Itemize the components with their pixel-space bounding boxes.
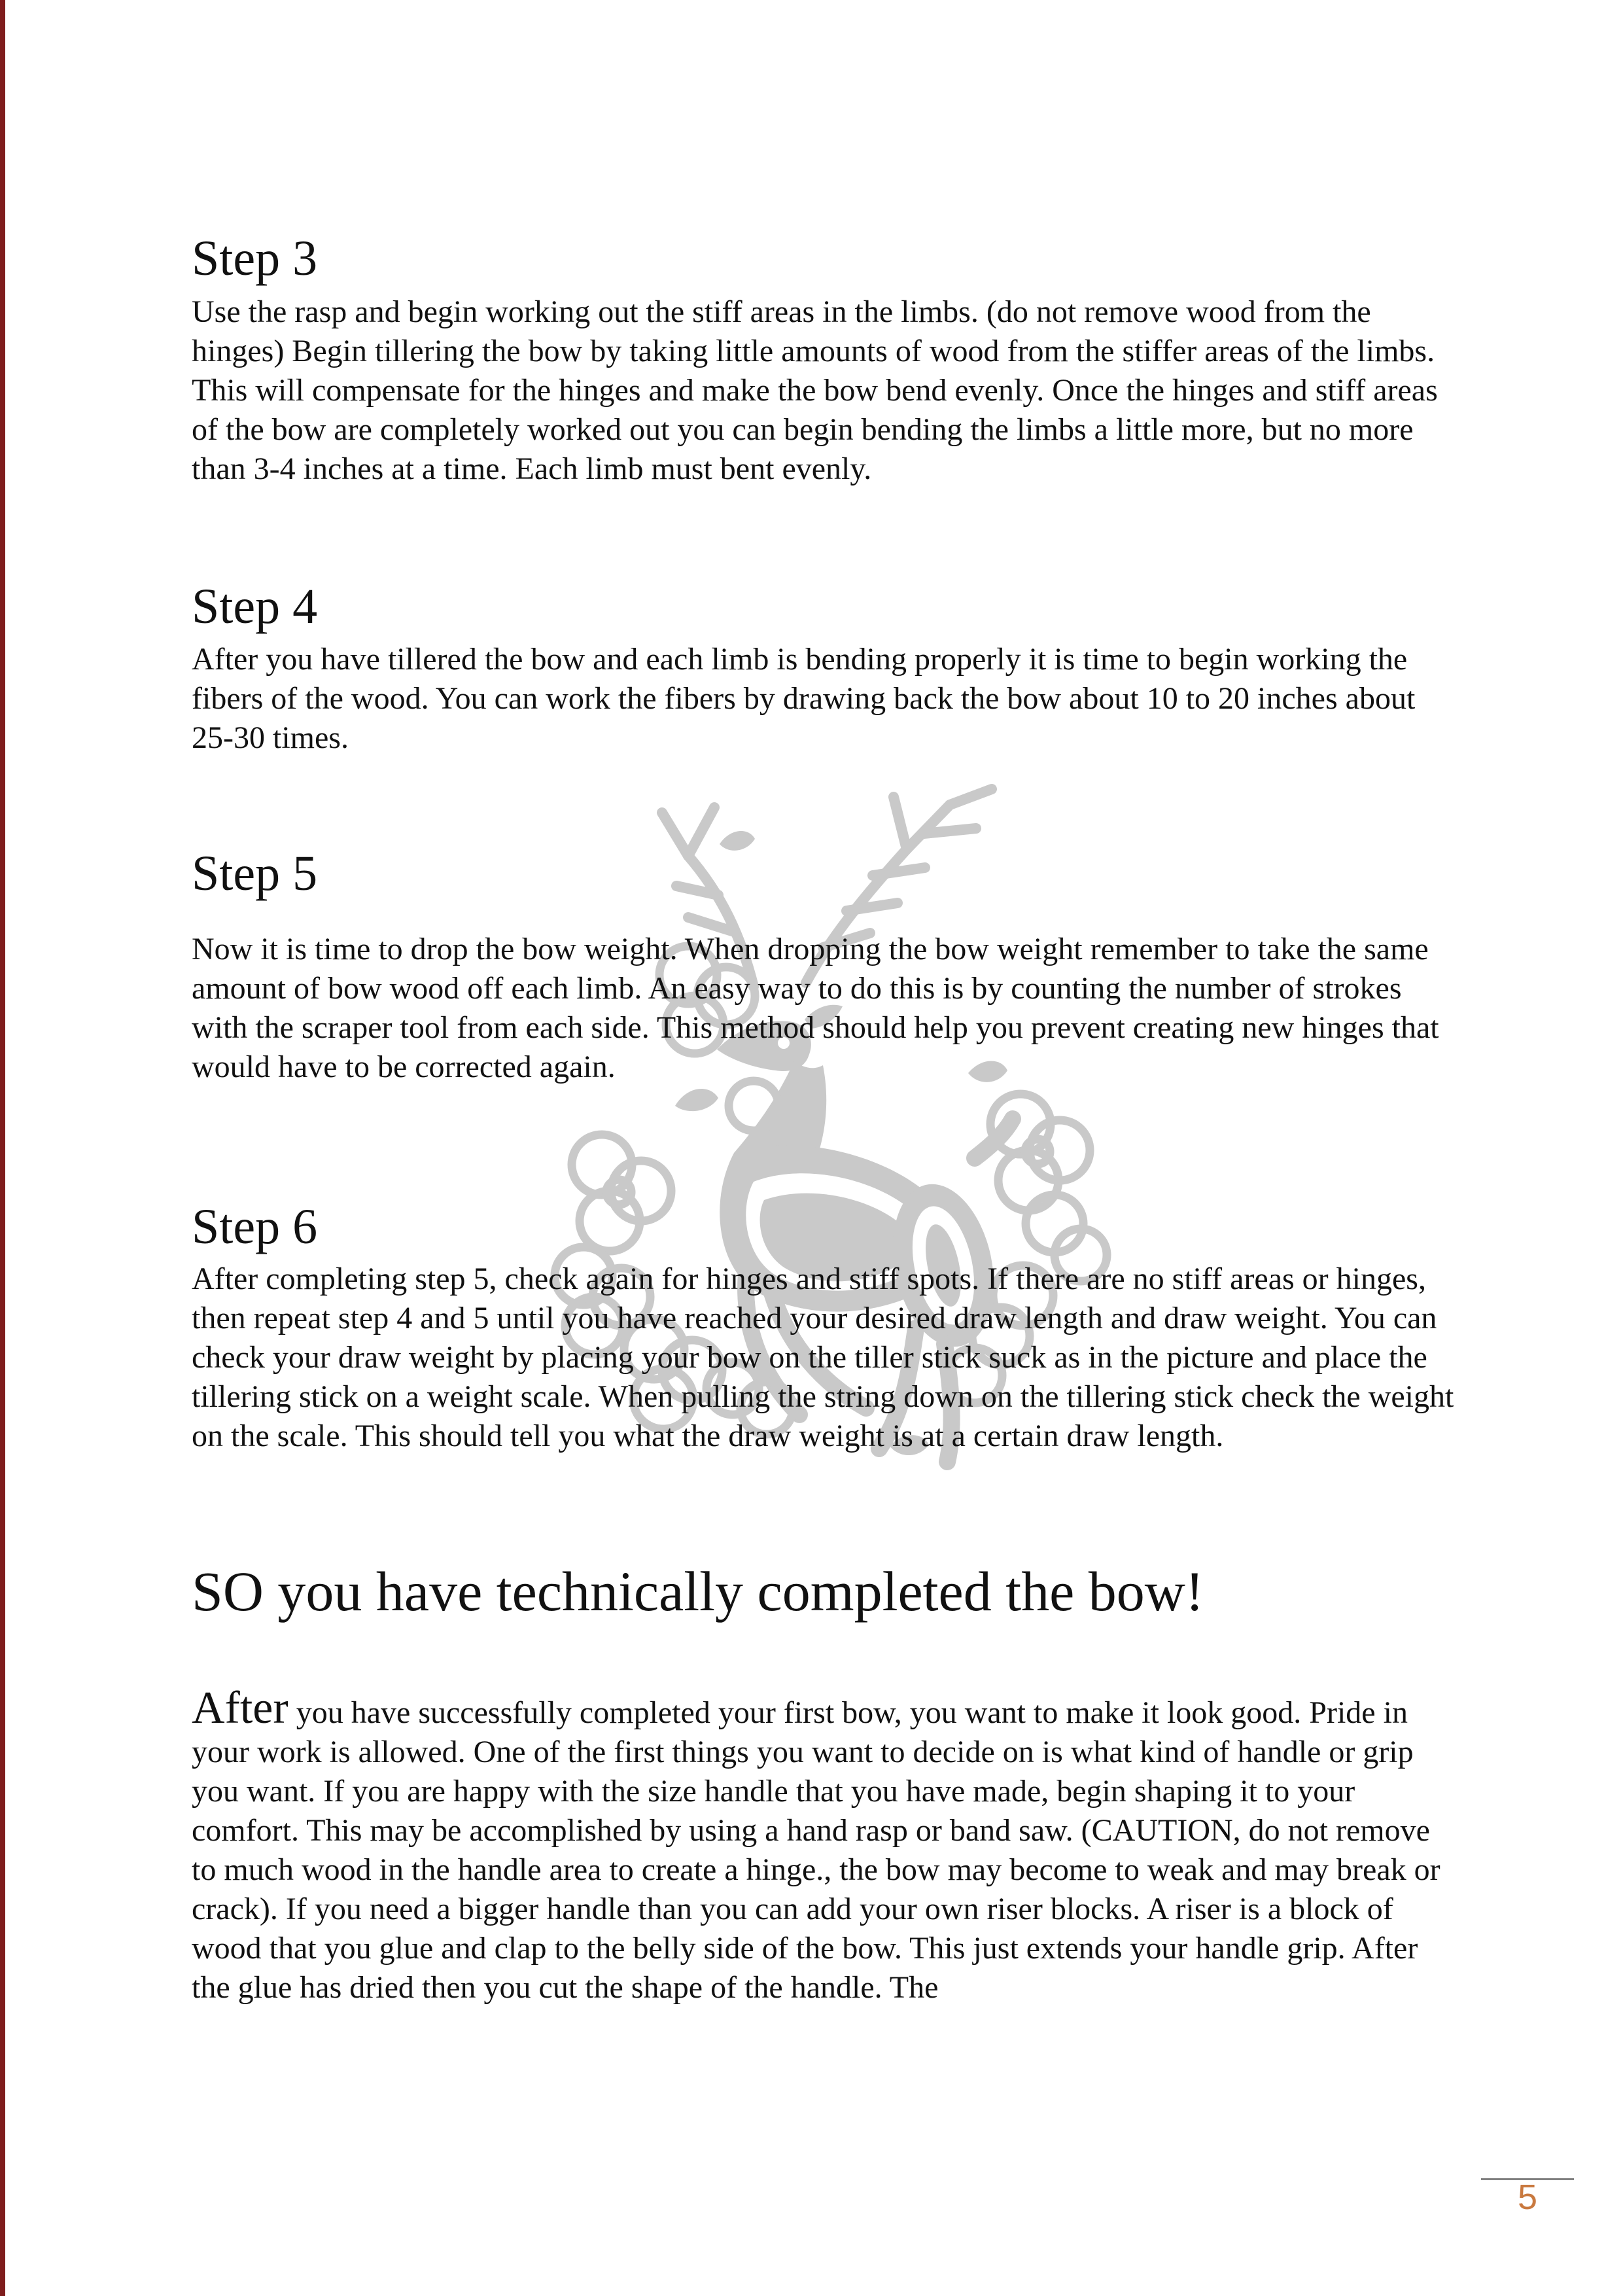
page-left-edge-stripe	[0, 0, 5, 2296]
closing-paragraph	[192, 1683, 1454, 2007]
closing-paragraph-text: you have successfully completed your first bow, you want to make it look good. Pride in your work is allowed. One of the first things you want to decide on is what kind of handle or grip you want. If you are happy with the size handle that you have made, begin shaping it to your comfort. This may be accomplished by using a hand rasp or band saw. (CAUTION, do not remove to much wood in the handle area to create a hinge., the bow may become to weak and may break or crack). If you need a bigger handle than you can add your own riser blocks. A riser is a block of wood that you glue and clap to the belly side of the bow. This just extends your handle grip. After the glue has dried then you cut the shape of the handle. The	[192, 1695, 1440, 2005]
step-5-paragraph: Now it is time to drop the bow weight. When dropping the bow weight remember to take the same amount of bow wood off each limb. An easy way to do this is by counting the number of strokes with the scraper tool from each side. This method should help you prevent creating new hinges that would have to be corrected again.	[192, 932, 1439, 1084]
step-6-heading: Step 6	[192, 1199, 318, 1254]
step-4-paragraph: After you have tillered the bow and each limb is bending properly it is time to begin working the fibers of the wood. You can work the fibers by drawing back the bow about 10 to 20 inches about 25-30 times.	[192, 642, 1416, 755]
step-3-heading: Step 3	[192, 231, 318, 286]
page-number: 5	[1517, 2178, 1538, 2217]
step-4-heading: Step 4	[192, 579, 318, 634]
closing-lead-word: After	[192, 1683, 288, 1733]
completion-heading: SO you have technically completed the bow!	[192, 1560, 1204, 1623]
step-5-heading: Step 5	[192, 846, 318, 901]
step-3-paragraph: Use the rasp and begin working out the stiff areas in the limbs. (do not remove wood from the hinges) Begin tillering the bow by taking little amounts of wood from the stiffer areas of the limbs. This will compensate for the hinges and make the bow bend evenly. Once the hinges and stiff areas of the bow are completely worked out you can begin bending the limbs a little more, but no more than 3-4 inches at a time. Each limb must bent evenly.	[192, 294, 1438, 486]
step-6-paragraph: After completing step 5, check again for hinges and stiff spots. If there are no stiff areas or hinges, then repeat step 4 and 5 until you have reached your desired draw length and draw weight. You can check your draw weight by placing your bow on the tiller stick suck as in the picture and place the tillering stick on a weight scale. When pulling the string down on the tillering stick check the weight on the scale. This should tell you what the draw weight is at a certain draw length.	[192, 1262, 1454, 1453]
